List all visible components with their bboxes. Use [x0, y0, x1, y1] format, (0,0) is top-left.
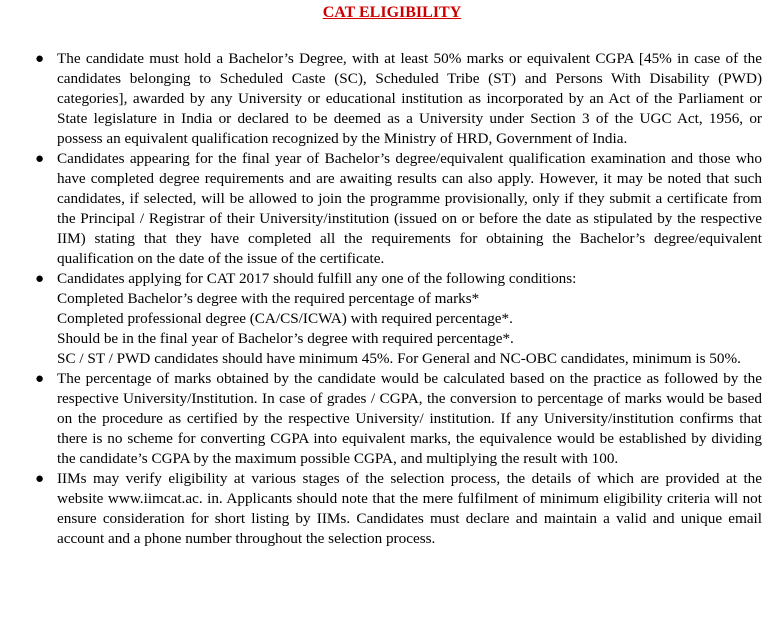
eligibility-list: [0, 49, 784, 549]
bullet-icon: ●: [35, 271, 45, 287]
list-item: [0, 369, 784, 469]
condition-line: Completed Bachelor’s degree with the required percentage of marks*: [57, 290, 480, 307]
list-item: [0, 149, 784, 269]
bullet-icon: ●: [35, 471, 45, 487]
condition-line: Should be in the final year of Bachelor’s degree with required percentage*.: [57, 330, 514, 347]
page-title: CAT ELIGIBILITY: [322, 4, 462, 21]
eligibility-degree-text: The candidate must hold a Bachelor’s Degree, with at least 50% marks or equivalent CGPA [45% in case of the candidates belonging to Scheduled Caste (SC), Scheduled Tribe (ST) and Persons With Disability (PWD) categories], awarded by any University or educational institution as incorporated by an Act of the Parliament or State legislature in India or declared to be deemed as a University under Section 3 of the UGC Act, 1956, or possess an equivalent qualification recognized by the Ministry of HRD, Government of India.: [57, 50, 762, 147]
condition-line: SC / ST / PWD candidates should have minimum 45%. For General and NC-OBC candidates, minimum is 50%.: [57, 350, 741, 367]
eligibility-verification-text: IIMs may verify eligibility at various stages of the selection process, the details of which are provided at the website www.iimcat.ac. in. Applicants should note that the mere fulfilment of minimum eligibility criteria will not ensure consideration for short listing by IIMs. Candidates must declare and maintain a valid and unique email account and a phone number throughout the selection process.: [57, 470, 762, 547]
eligibility-percentage-text: The percentage of marks obtained by the candidate would be calculated based on the practice as followed by the respective University/Institution. In case of grades / CGPA, the conversion to percentage of marks would be based on the procedure as certified by the respective University/ institution. If any University/institution confirms that there is no scheme for converting CGPA into equivalent marks, the equivalence would be established by dividing the candidate’s CGPA by the maximum possible CGPA, and multiplying the result with 100.: [57, 370, 762, 467]
bullet-icon: ●: [35, 371, 45, 387]
condition-line: Completed professional degree (CA/CS/ICWA) with required percentage*.: [57, 310, 513, 327]
list-item: [0, 269, 784, 369]
eligibility-final-year-text: Candidates appearing for the final year of Bachelor’s degree/equivalent qualification examination and those who have completed degree requirements and are awaiting results can also apply. However, it may be noted that such candidates, if selected, will be allowed to join the programme provisionally, only if they submit a certificate from the Principal / Registrar of their University/institution (issued on or before the date as stipulated by the respective IIM) stating that they have completed all the requirements for obtaining the Bachelor’s degree/equivalent qualification on the date of the issue of the certificate.: [57, 150, 762, 267]
list-item: [0, 49, 784, 149]
list-item: [0, 469, 784, 549]
eligibility-conditions-intro: Candidates applying for CAT 2017 should fulfill any one of the following conditions:: [57, 270, 577, 287]
bullet-icon: ●: [35, 151, 45, 167]
bullet-icon: ●: [35, 51, 45, 67]
